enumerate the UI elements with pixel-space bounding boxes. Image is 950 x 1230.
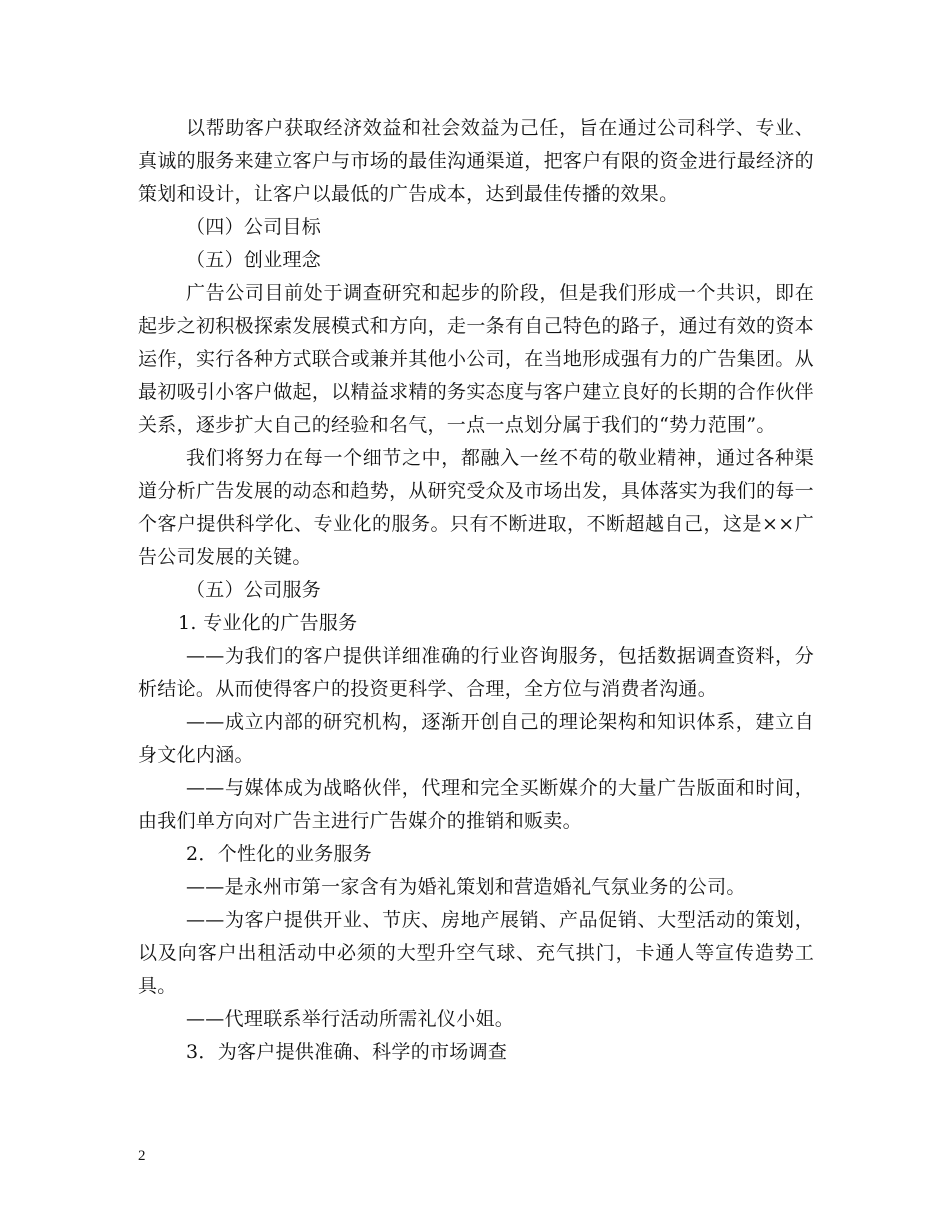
paragraph-philosophy-2: 我们将努力在每一个细节之中，都融入一丝不苟的敬业精神，通过各种渠道分析广告发展的动态和趋势，从研究受众及市场出发，具体落实为我们的每一个客户提供科学化、专业化的服务。只有不断进取，不断超越自己，这是××广告公司发展的关键。: [138, 447, 814, 568]
document-body: [138, 112, 814, 1069]
heading-startup-philosophy: （五）创业理念: [186, 249, 322, 271]
heading-company-services: （五）公司服务: [186, 579, 322, 601]
paragraph-service-consulting: ——为我们的客户提供详细准确的行业咨询服务，包括数据调查资料，分析结论。从而使得客户的投资更科学、合理，全方位与消费者沟通。: [138, 645, 814, 700]
paragraph-service-events: ——为客户提供开业、节庆、房地产展销、产品促销、大型活动的策划，以及向客户出租活动中必须的大型升空气球、充气拱门，卡通人等宣传造势工具。: [138, 909, 814, 997]
list-item-personalized-service: 2．个性化的业务服务: [186, 843, 373, 865]
paragraph-service-etiquette: ——代理联系举行活动所需礼仪小姐。: [186, 1008, 515, 1030]
page-number: 2: [138, 1148, 146, 1164]
paragraph-service-wedding: ——是永州市第一家含有为婚礼策划和营造婚礼气氛业务的公司。: [186, 876, 746, 898]
list-item-professional-ad-service: 1. 专业化的广告服务: [178, 612, 358, 634]
list-item-market-research: 3．为客户提供准确、科学的市场调查: [186, 1041, 508, 1063]
paragraph-mission: 以帮助客户获取经济效益和社会效益为己任，旨在通过公司科学、专业、真诚的服务来建立客户与市场的最佳沟通渠道，把客户有限的资金进行最经济的策划和设计，让客户以最低的广告成本，达到最佳传播的效果。: [138, 117, 814, 205]
paragraph-service-media: ——与媒体成为战略伙伴，代理和完全买断媒介的大量广告版面和时间，由我们单方向对广告主进行广告媒介的推销和贩卖。: [138, 777, 814, 832]
paragraph-philosophy-1: 广告公司目前处于调查研究和起步的阶段，但是我们形成一个共识，即在起步之初积极探索发展模式和方向，走一条有自己特色的路子，通过有效的资本运作，实行各种方式联合或兼并其他小公司，在当地形成强有力的广告集团。从最初吸引小客户做起，以精益求精的务实态度与客户建立良好的长期的合作伙伴关系，逐步扩大自己的经验和名气，一点一点划分属于我们的“势力范围”。: [138, 282, 814, 436]
heading-company-goal: （四）公司目标: [186, 216, 322, 238]
paragraph-service-research: ——成立内部的研究机构，逐渐开创自己的理论架构和知识体系，建立自身文化内涵。: [138, 711, 814, 766]
